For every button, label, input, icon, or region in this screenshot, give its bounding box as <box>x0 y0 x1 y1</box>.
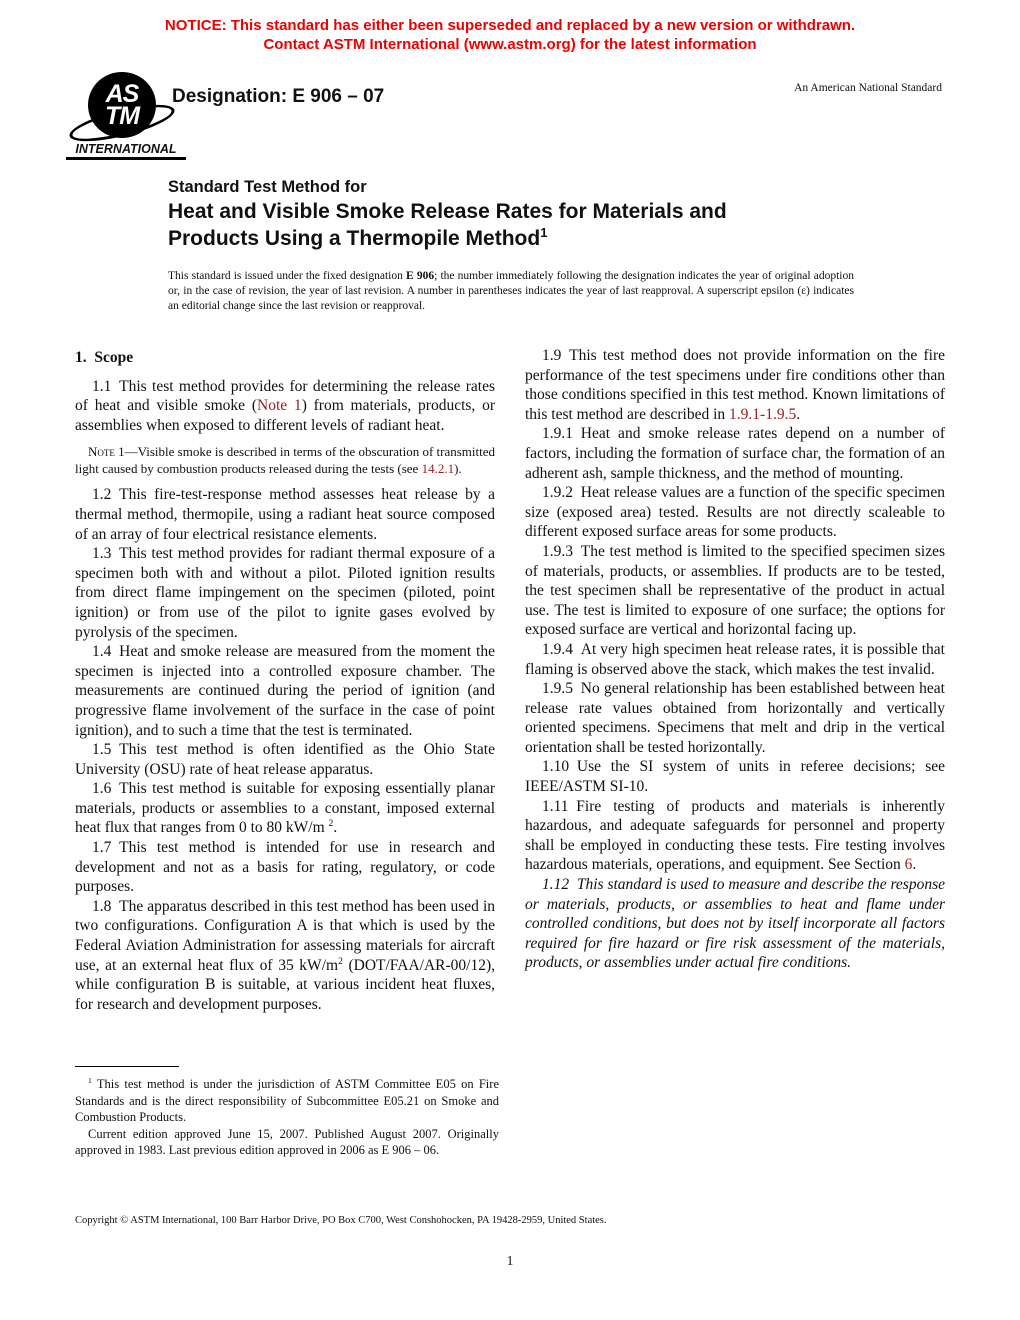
paragraph <box>75 1076 499 1126</box>
superseded-notice <box>0 16 1020 54</box>
cross-reference-link[interactable]: 1.9.1-1.9.5 <box>729 405 797 423</box>
astm-logo <box>66 72 186 162</box>
text-segment: 1.9.2 Heat release values are a function of the specific specimen size (exposed area) tested. Results are not directly scaleable to different exposed surface areas for some products. <box>525 484 945 541</box>
text-segment: 1.3 This test method provides for radiant thermal exposure of a specimen both with and without a pilot. Piloted ignition results from direct flame impingement on the specimen (piloted, point ignition) or from use of the pilot to ignite gases evolved by pyrolysis of the specimen. <box>75 545 495 641</box>
text-segment: . <box>912 856 917 874</box>
footnote-rule <box>75 1066 179 1067</box>
american-national-standard-note: An American National Standard <box>794 82 942 94</box>
paragraph <box>525 679 945 757</box>
title-eyebrow: Standard Test Method for <box>168 178 367 196</box>
text-segment: 1.9.1 Heat and smoke release rates depend on a number of factors, including the formation of surface char, the formation of an adherent ash, sample thickness, and the method of mounting. <box>525 425 945 482</box>
paragraph <box>525 483 945 542</box>
paragraph <box>75 897 495 1015</box>
paragraph <box>75 838 495 897</box>
text-segment: 1.4 Heat and smoke release are measured from the moment the specimen is injected into a controlled exposure chamber. The measurements are continued during the period of ignition (and progressive flame involvement of the surface in the case of point ignition), and to such a time that the test is terminated. <box>75 643 495 739</box>
paragraph <box>75 740 495 779</box>
paragraph <box>75 443 495 477</box>
footnote-block <box>75 1066 499 1159</box>
paragraph <box>525 640 945 679</box>
logo-letters-top: AS <box>105 80 139 108</box>
paragraph <box>75 377 495 436</box>
text-segment: 1.7 This test method is intended for use in research and development and not as a basis for rating, regulatory, or code purposes. <box>75 839 495 896</box>
paragraph <box>525 875 945 973</box>
section-heading <box>75 348 495 368</box>
left-column <box>75 346 495 1014</box>
text-segment: 1 <box>88 1075 92 1085</box>
paragraph <box>525 424 945 483</box>
paragraph <box>525 797 945 875</box>
paragraph <box>75 779 495 838</box>
text-segment: 1.10 Use the SI system of units in referee decisions; see IEEE/ASTM SI-10. <box>525 758 945 796</box>
text-segment: Note <box>88 444 115 460</box>
text-segment: . <box>796 405 801 423</box>
text-segment: 1.12 This standard is used to measure and describe the response or materials, products, or assemblies to heat and flame under controlled conditions, but does not by itself incorporate all factors required for fire hazard or fire risk assessment of the materials, products, or assemblies under actual fire conditions. <box>525 876 945 972</box>
text-segment: 2 <box>328 818 334 830</box>
cross-reference-link[interactable]: 14.2.1 <box>421 461 455 477</box>
paragraph <box>525 542 945 640</box>
paragraph <box>525 757 945 796</box>
cross-reference-link[interactable]: 6 <box>904 856 913 874</box>
paragraph <box>75 1126 499 1159</box>
text-segment: 1—Visible smoke is described in terms of the obscuration of transmitted light caused by combustion products released during the tests (see <box>75 444 496 477</box>
text-segment: 1. Scope <box>75 349 134 366</box>
text-segment: 1.6 This test method is suitable for exposing essentially planar materials, products or assemblies to a constant, imposed external heat flux that ranges from 0 to 80 kW/m <box>75 780 495 837</box>
text-segment: This test method is under the jurisdiction of ASTM Committee E05 on Fire Standards and is the direct responsibility of Subcommittee E05.21 on Smoke and Combustion Products. <box>75 1077 499 1124</box>
astm-globe-icon <box>88 72 156 138</box>
text-segment: 1.8 The apparatus described in this test method has been used in two configurations. Configuration A is that which is used by the Federal Aviation Administration for assessing materials for aircraft use, at an external heat flux of 35 kW/m <box>75 897 495 974</box>
copyright-line: Copyright © ASTM International, 100 Barr Harbor Drive, PO Box C700, West Conshohocken, PA 19428-2959, United States. <box>75 1215 607 1226</box>
text-segment: Heat and Visible Smoke Release Rates for Materials and Products Using a Thermopile Method <box>168 200 727 250</box>
paragraph <box>75 642 495 740</box>
text-segment: . <box>333 819 338 837</box>
logo-letters-bottom: TM <box>104 102 140 130</box>
text-segment: 1.9.5 No general relationship has been established between heat release rate values obtained from horizontally and vertically oriented specimens. Specimens that melt and drip in the vertical orientation shall be tested horizontally. <box>525 680 945 756</box>
cross-reference-link[interactable]: Note 1 <box>257 397 302 415</box>
text-segment: 1.9 This test method does not provide information on the fire performance of the test specimens under fire conditions other than those conditions specified in this test method. Known limitations of this test method are described in <box>525 347 945 423</box>
paragraph <box>75 544 495 642</box>
text-segment: 1.1 This test method provides for determining the release rates of heat and visible smoke ( <box>75 377 495 415</box>
paragraph <box>75 485 495 544</box>
body-columns <box>75 346 945 1014</box>
right-column <box>525 346 945 1014</box>
text-segment: 1.2 This fire-test-response method assesses heat release by a thermal method, thermopile, using a radiant heat source composed of an array of four electrical resistance elements. <box>75 486 495 543</box>
text-segment: This standard is issued under the fixed designation <box>168 270 407 282</box>
text-segment: Current edition approved June 15, 2007. Published August 2007. Originally approved in 1983. Last previous edition approved in 2006 as E 906 – 06. <box>75 1126 499 1157</box>
paragraph <box>525 346 945 424</box>
title-block <box>168 176 828 252</box>
text-segment: E 906 <box>406 270 435 282</box>
issued-under-note <box>168 269 854 314</box>
text-segment: 1.9.4 At very high specimen heat release rates, it is possible that flaming is observed above the stack, which makes the test invalid. <box>525 640 945 678</box>
text-segment: 1 <box>540 225 548 240</box>
text-segment: ) from materials, products, or assemblies when exposed to different levels of radiant heat. <box>75 397 495 434</box>
text-segment: 1.5 This test method is often identified as the Ohio State University (OSU) rate of heat release apparatus. <box>75 741 495 778</box>
text-segment: (DOT/FAA/AR-00/12), while configuration B is suitable, at various incident heat fluxes, for research and development purposes. <box>75 956 495 1013</box>
text-segment: 1.9.3 The test method is limited to the specified specimen sizes of materials, products, or assemblies. If products are to be tested, the test specimen shall be representative of the product in actual use. The test is limited to exposure of one surface; the options for exposed surface are vertical and horizontal facing up. <box>525 542 945 639</box>
footnote-paragraphs <box>75 1076 499 1159</box>
document-title <box>168 198 820 252</box>
designation-label: Designation: E 906 – 07 <box>172 86 385 107</box>
text-segment: 1.11 Fire testing of products and materials is inherently hazardous, and adequate safeguards for personnel and property shall be employed in conducting these tests. Fire testing involves hazardous materials, operations, and equipment. See Section <box>525 797 945 874</box>
text-segment: ; the number immediately following the designation indicates the year of original adoption or, in the case of revision, the year of last revision. A number in parentheses indicates the year of last reapproval. A superscript epsilon (ε) indicates an editorial change since the last revision or reapproval. <box>168 270 855 312</box>
page-number: 1 <box>506 1253 514 1268</box>
text-segment: 2 <box>338 955 343 967</box>
notice-line-1: NOTICE: This standard has either been superseded and replaced by a new version or withdrawn. <box>164 17 856 34</box>
notice-line-2: Contact ASTM International (www.astm.org) for the latest information <box>263 36 757 53</box>
text-segment: ). <box>454 461 462 477</box>
logo-international-label: INTERNATIONAL <box>66 142 186 160</box>
